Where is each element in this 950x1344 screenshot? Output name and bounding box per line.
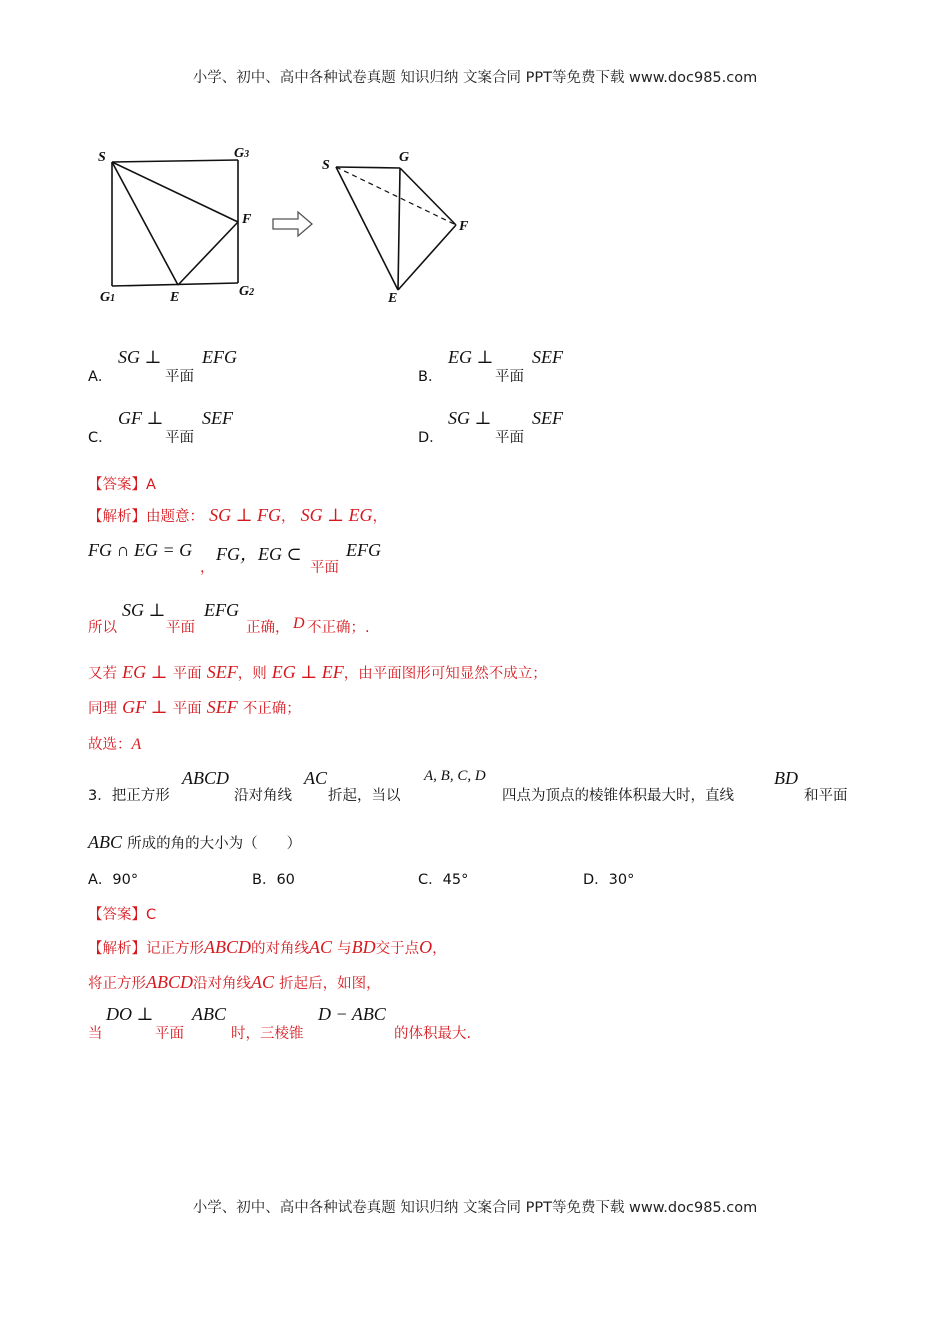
edge-S-F bbox=[112, 162, 238, 222]
q3-option-D[interactable]: D．30° bbox=[583, 872, 635, 888]
q2-analysis-line3: 所以 SG ⊥ 平面 EFG 正确， D 不正确；. bbox=[88, 600, 370, 636]
q3-option-C[interactable]: C．45° bbox=[418, 872, 469, 888]
q3-analysis-line2: 将正方形ABCD沿对角线AC 折起后，如图， bbox=[88, 972, 381, 992]
q3-analysis-line1: 【解析】记正方形ABCD的对角线AC 与BD交于点O， bbox=[88, 937, 447, 957]
q3-analysis-line3: 当 DO ⊥ 平面 ABC 时，三棱锥 D − ABC 的体积最大. bbox=[88, 1004, 472, 1042]
edge-S-G3 bbox=[112, 160, 238, 162]
label-S-left: S bbox=[98, 150, 106, 165]
label-G1: G1 bbox=[100, 290, 116, 305]
edge-G-F bbox=[400, 168, 456, 225]
edge-E-F bbox=[178, 222, 238, 285]
q3-option-A[interactable]: A．90° bbox=[88, 872, 139, 888]
label-G2: G2 bbox=[239, 284, 255, 299]
label-E-right: E bbox=[388, 291, 398, 306]
q2-answer: 【答案】A bbox=[88, 477, 156, 493]
page-footer: 小学、初中、高中各种试卷真题 知识归纳 文案合同 PPT等免费下载 www.doc985.com bbox=[192, 1200, 758, 1216]
option-A[interactable]: A． SG ⊥ 平面 EFG bbox=[88, 347, 237, 385]
option-D[interactable]: D． SG ⊥ 平面 SEF bbox=[418, 408, 563, 446]
q3-stem-line2: ABC 所成的角的大小为（ ） bbox=[88, 832, 302, 852]
label-S-right: S bbox=[322, 158, 330, 173]
edge-E-F-right bbox=[398, 225, 456, 290]
edge-S-E bbox=[112, 162, 178, 285]
right-tetrahedron-figure bbox=[336, 167, 456, 290]
left-square-figure bbox=[112, 160, 238, 286]
option-C[interactable]: C． GF ⊥ 平面 SEF bbox=[88, 408, 233, 446]
label-E-left: E bbox=[170, 290, 180, 305]
edge-G1-G2 bbox=[112, 283, 238, 286]
q2-analysis-line1: 【解析】由题意： SG ⊥ FG， SG ⊥ EG， bbox=[88, 505, 388, 525]
q2-analysis-line5: 同理 GF ⊥ 平面 SEF 不正确； bbox=[88, 697, 301, 717]
geometry-figure bbox=[90, 140, 490, 315]
q3-option-B[interactable]: B．60 bbox=[252, 872, 295, 888]
label-F-right: F bbox=[459, 219, 469, 234]
edge-S-G bbox=[336, 167, 400, 168]
label-F-left: F bbox=[242, 212, 252, 227]
page-header: 小学、初中、高中各种试卷真题 知识归纳 文案合同 PPT等免费下载 www.doc985.com bbox=[192, 70, 758, 86]
q2-analysis-line2: FG ∩ EG = G ， FG，EG ⊂ 平面 EFG bbox=[88, 540, 381, 576]
label-G3: G3 bbox=[234, 146, 250, 161]
q2-analysis-line4: 又若 EG ⊥ 平面 SEF，则 EG ⊥ EF，由平面图形可知显然不成立； bbox=[88, 662, 547, 682]
option-B[interactable]: B． EG ⊥ 平面 SEF bbox=[418, 347, 563, 385]
q3-answer: 【答案】C bbox=[88, 907, 157, 923]
edge-S-E-right bbox=[336, 167, 398, 290]
label-G-right: G bbox=[399, 150, 410, 165]
fold-arrow bbox=[273, 212, 312, 236]
edge-S-F-hidden bbox=[336, 167, 456, 225]
q3-stem-line1: 3．把正方形 ABCD 沿对角线 AC 折起，当以 A, B, C, D 四点为顶点的棱锥体积最大时，直线 BD 和平面 bbox=[88, 768, 848, 804]
q2-analysis-line6: 故选：A bbox=[88, 736, 142, 753]
edge-G-E bbox=[398, 168, 400, 290]
